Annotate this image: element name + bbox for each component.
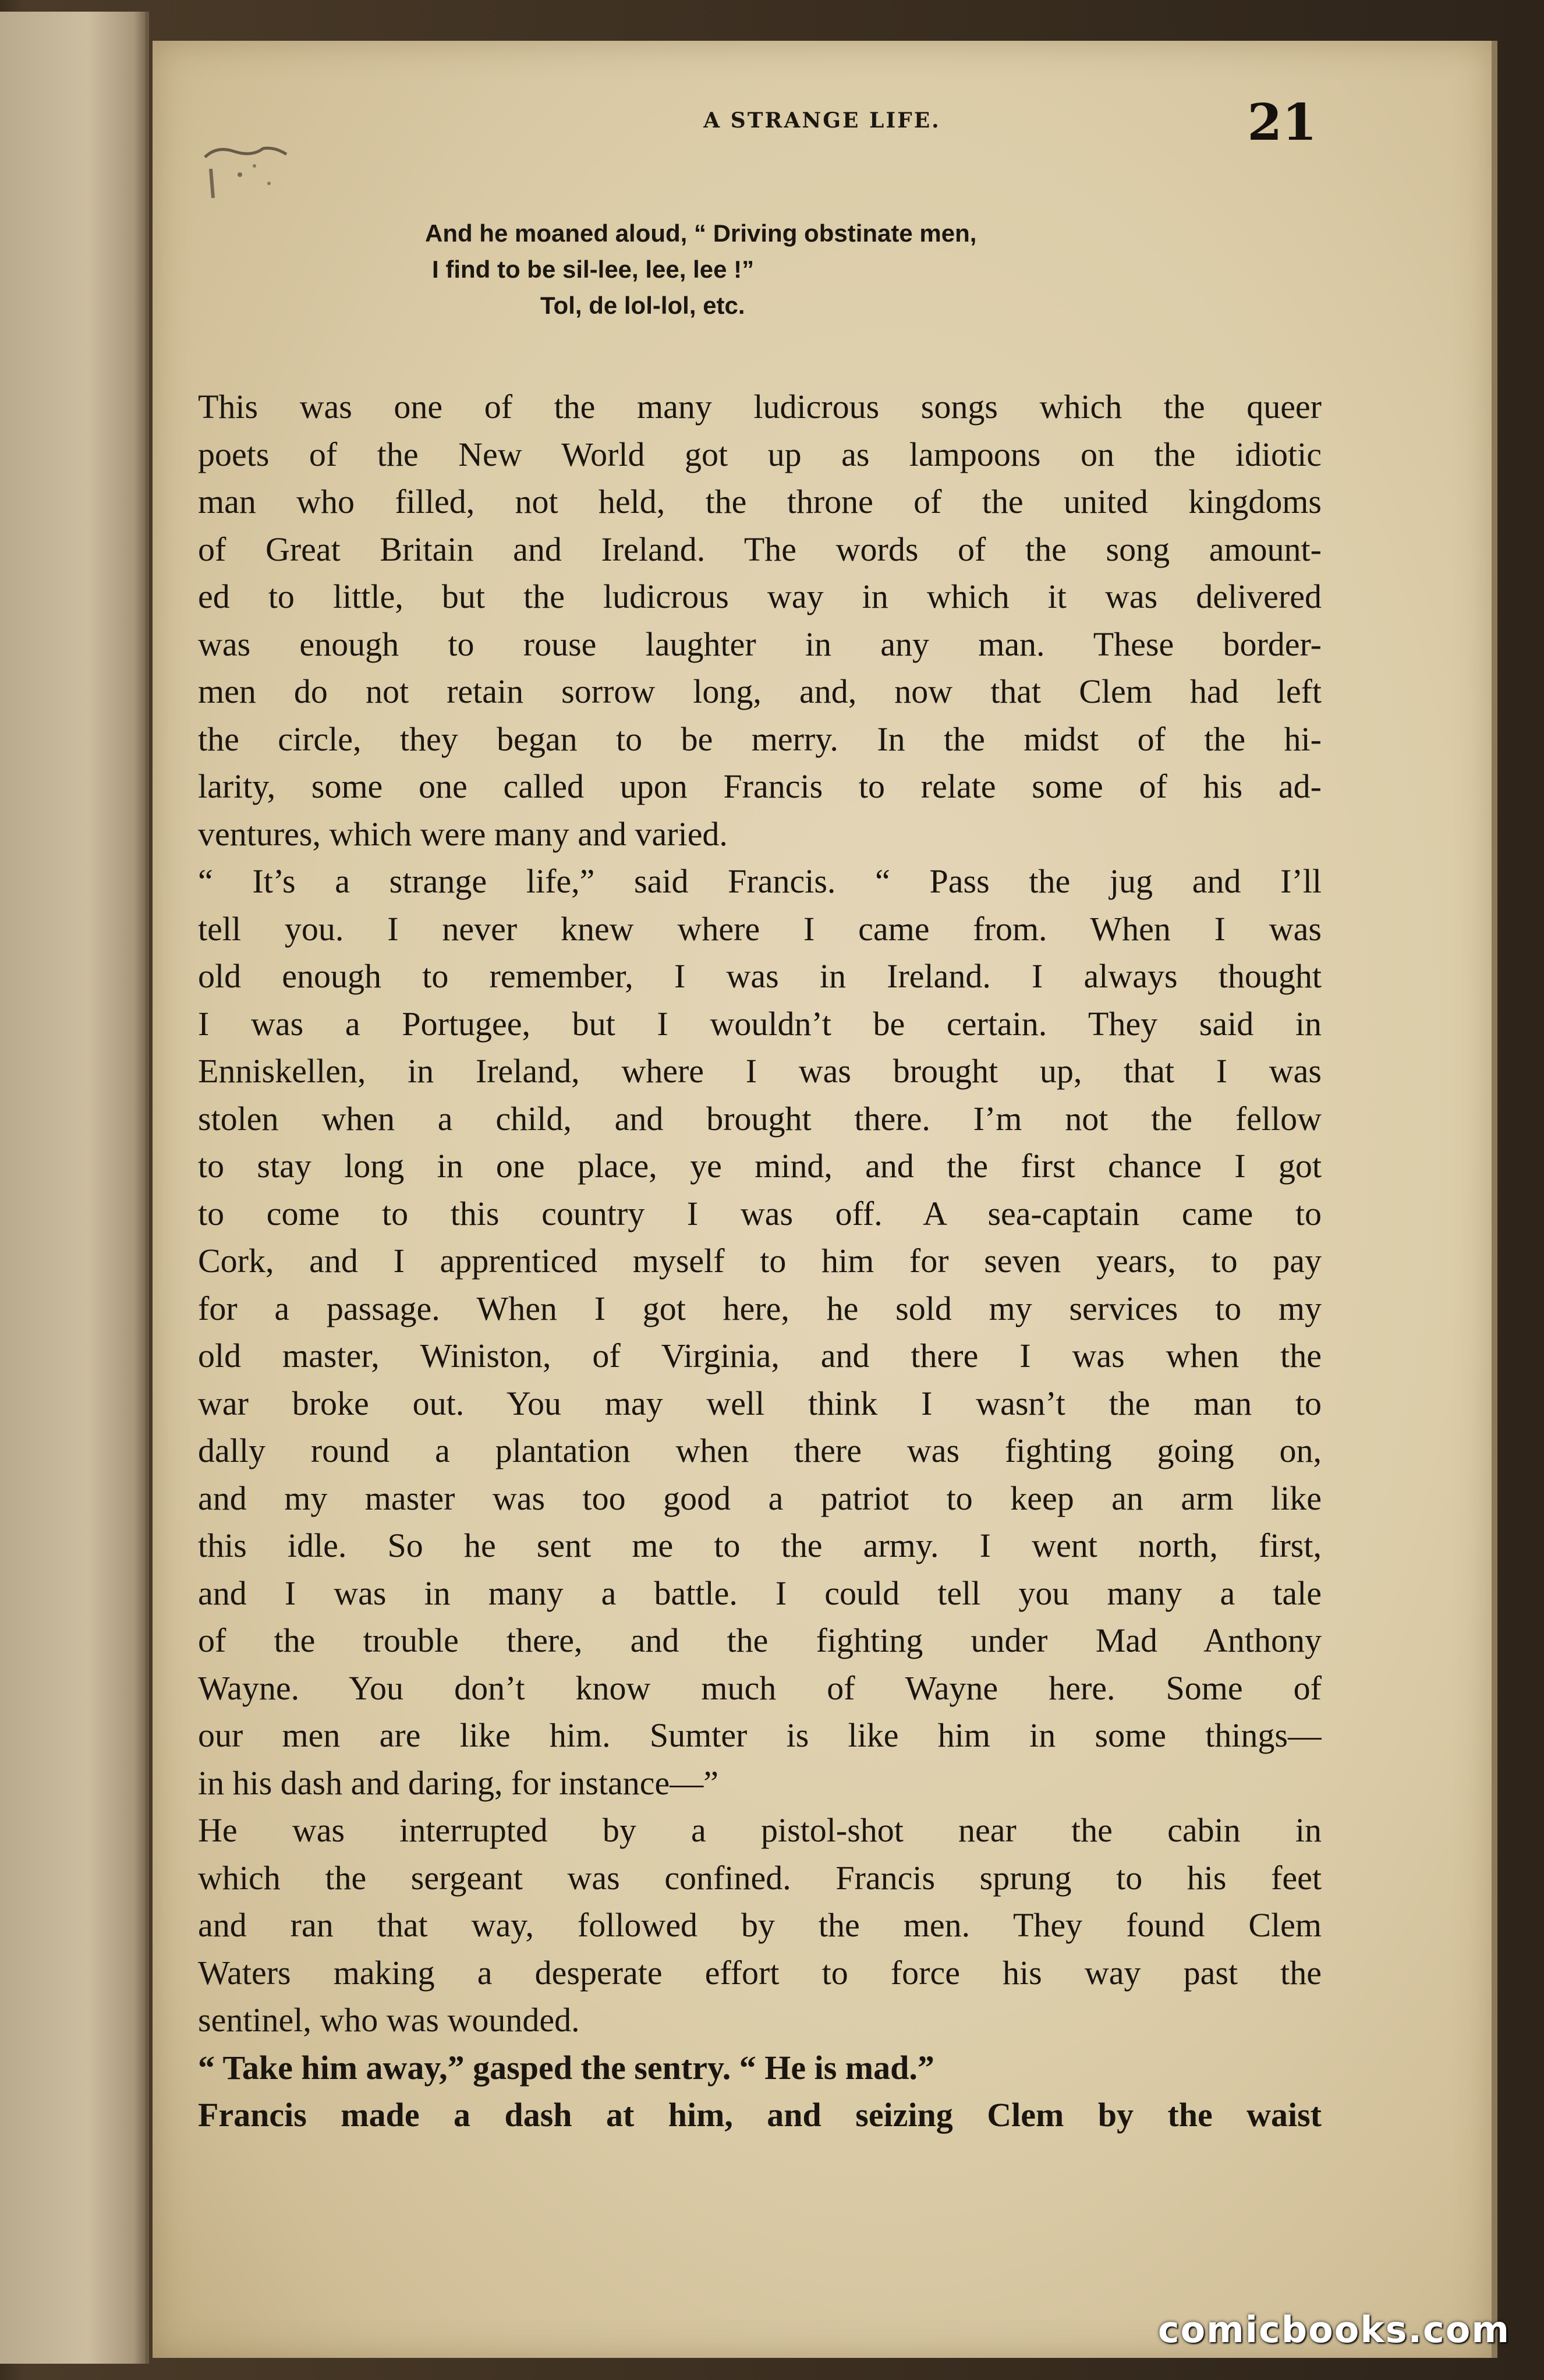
- text-line: Francis made a dash at him, and seizing Clem by the waist: [198, 2096, 1322, 2134]
- text-line: and I was in many a battle. I could tell you many a tale: [198, 1574, 1322, 1612]
- body-text: [198, 383, 1322, 2139]
- text-line: man who filled, not held, the throne of the united kingdoms: [198, 483, 1322, 520]
- text-line: ventures, which were many and varied.: [198, 814, 728, 853]
- page-header: [153, 93, 1492, 157]
- watermark: comicbooks.com: [1157, 2308, 1510, 2351]
- verse-line: I find to be sil-lee, lee, lee !”: [432, 256, 755, 283]
- text-line: Wayne. You don’t know much of Wayne here. Some of: [198, 1669, 1322, 1707]
- text-line: to come to this country I was off. A sea-captain came to: [198, 1194, 1322, 1232]
- text-line: poets of the New World got up as lampoons on the idiotic: [198, 435, 1322, 473]
- text-line: He was interrupted by a pistol-shot near the cabin in: [198, 1811, 1322, 1849]
- verse-line: And he moaned aloud, “ Driving obstinate men,: [425, 219, 977, 247]
- text-line: Enniskellen, in Ireland, where I was brought up, that I was: [198, 1052, 1322, 1090]
- text-line: the circle, they began to be merry. In the midst of the hi-: [198, 720, 1322, 758]
- text-line: “ Take him away,” gasped the sentry. “ He is mad.”: [198, 2048, 934, 2087]
- text-line: for a passage. When I got here, he sold my services to my: [198, 1289, 1322, 1327]
- text-line: stolen when a child, and brought there. I’m not the fellow: [198, 1099, 1322, 1138]
- text-line: which the sergeant was confined. Francis sprung to his feet: [198, 1858, 1322, 1897]
- text-line: was enough to rouse laughter in any man. These border-: [198, 625, 1322, 663]
- text-line: ed to little, but the ludicrous way in which it was delivered: [198, 578, 1322, 615]
- text-line: of Great Britain and Ireland. The words of the song amount-: [198, 530, 1322, 568]
- previous-page-edge: [0, 12, 149, 2364]
- text-line: of the trouble there, and the fighting under Mad Anthony: [198, 1621, 1322, 1659]
- text-line: Waters making a desperate effort to force his way past the: [198, 1953, 1322, 1992]
- text-line: to stay long in one place, ye mind, and the first chance I got: [198, 1147, 1322, 1185]
- text-line: old enough to remember, I was in Ireland. I always thought: [198, 957, 1322, 995]
- text-line: and ran that way, followed by the men. They found Clem: [198, 1906, 1322, 1944]
- text-line: tell you. I never knew where I came from. When I was: [198, 909, 1322, 948]
- text-line: our men are like him. Sumter is like him in some things—: [198, 1716, 1322, 1754]
- text-line: men do not retain sorrow long, and, now that Clem had left: [198, 672, 1322, 710]
- text-line: dally round a plantation when there was fighting going on,: [198, 1432, 1322, 1469]
- text-line: war broke out. You may well think I wasn’t the man to: [198, 1384, 1322, 1422]
- running-title: A STRANGE LIFE.: [703, 108, 941, 133]
- ink-smudge-mark: [199, 134, 316, 210]
- text-line: Cork, and I apprenticed myself to him for seven years, to pay: [198, 1242, 1322, 1280]
- book-page: [153, 41, 1497, 2358]
- text-line: I was a Portugee, but I wouldn’t be certain. They said in: [198, 1004, 1322, 1043]
- song-verse: [153, 215, 1492, 324]
- text-line: this idle. So he sent me to the army. I went north, first,: [198, 1527, 1322, 1564]
- text-line: old master, Winiston, of Virginia, and there I was when the: [198, 1337, 1322, 1375]
- verse-line: Tol, de lol-lol, etc.: [540, 292, 745, 319]
- page-number: 21: [1247, 93, 1317, 152]
- text-line: This was one of the many ludicrous songs which the queer: [198, 388, 1322, 426]
- text-line: and my master was too good a patriot to keep an arm like: [198, 1479, 1322, 1517]
- text-line: in his dash and daring, for instance—”: [198, 1763, 718, 1802]
- text-line: “ It’s a strange life,” said Francis. “ Pass the jug and I’ll: [198, 862, 1322, 900]
- text-line: sentinel, who was wounded.: [198, 2001, 580, 2039]
- text-line: larity, some one called upon Francis to relate some of his ad-: [198, 767, 1322, 805]
